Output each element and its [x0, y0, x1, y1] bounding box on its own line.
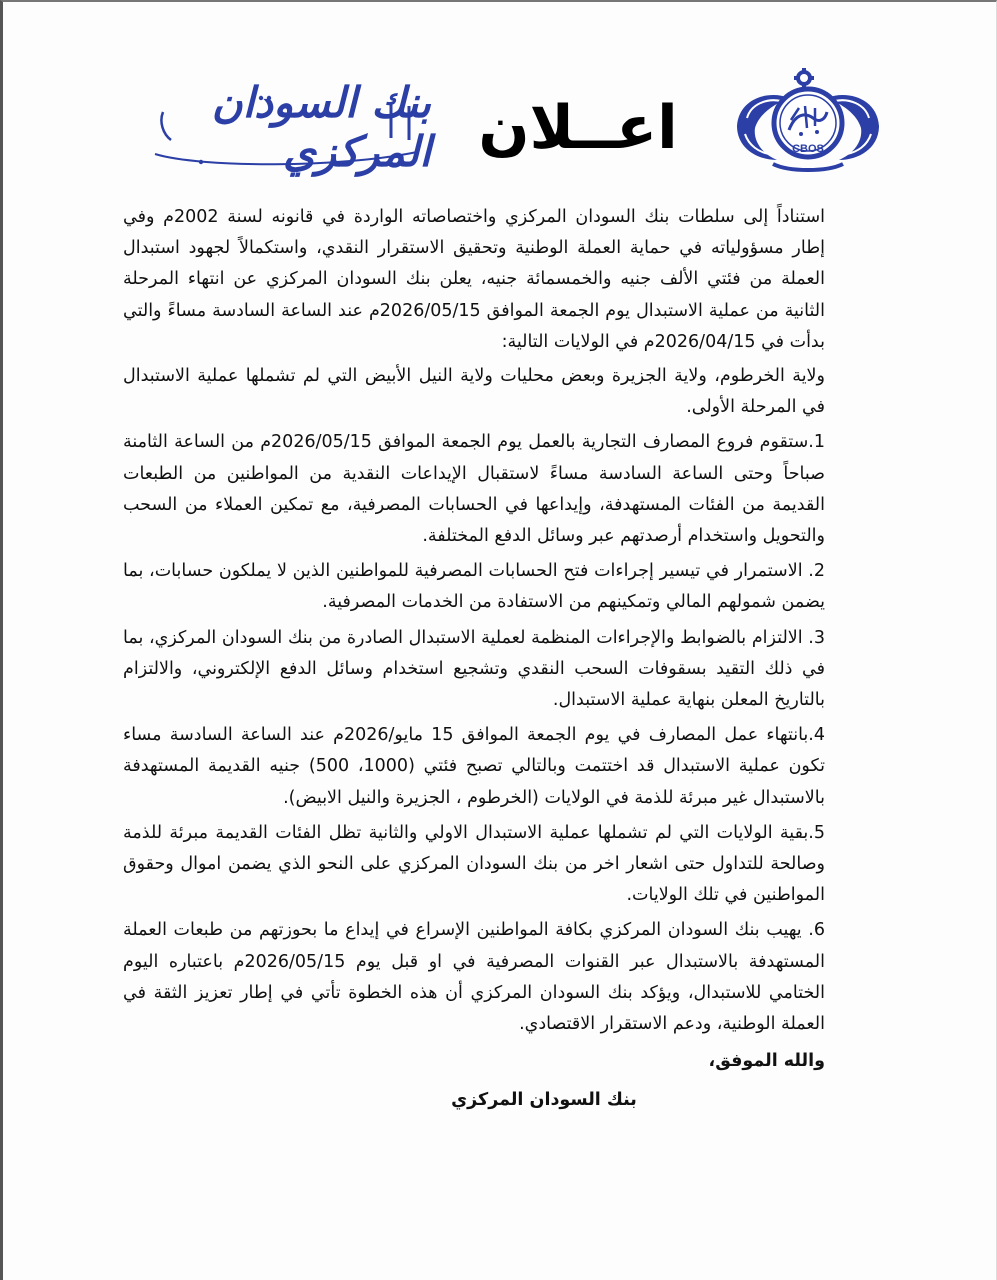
closing-phrase: والله الموفق، [708, 1051, 825, 1072]
announcement-title: اعــلان [478, 93, 678, 163]
states-paragraph: ولاية الخرطوم، ولاية الجزيرة وبعض محليات ولاية النيل الأبيض التي لم تشملها عملية الاستبدال في المرحلة الأولى. [123, 366, 825, 418]
cbos-emblem-icon [729, 68, 887, 174]
list-item: 2. الاستمرار في تيسير إجراءات فتح الحسابات المصرفية للمواطنين الذين لا يملكون حسابات، بما يضمن شمولهم المالي وتمكينهم من الاستفادة من الخدمات المصرفية. [123, 561, 825, 613]
letterhead [3, 2, 997, 202]
list-item: 4.بانتهاء عمل المصارف في يوم الجمعة الموافق 15 مايو/2026م عند الساعة السادسة مساء تكون عملية الاستبدال قد اختتمت وبالتالي تصبح فئتي (1000، 500) جنيه القديمة المستهدفة بالاستبدال غير مبرئة للذمة في الولايات (الخرطوم ، الجزيرة والنيل الابيض). [123, 725, 825, 808]
list-item: 1.ستقوم فروع المصارف التجارية بالعمل يوم الجمعة الموافق 2026/05/15م من الساعة الثامنة صباحاً وحتى الساعة السادسة مساءً لاستقبال الإيداعات النقدية من المواطنين من الطبعات القديمة من الفئات المستهدفة، وإيداعها في الحسابات المصرفية، مع تمكين العملاء من السحب والتحويل واستخدام أرصدتهم عبر وسائل الدفع المختلفة. [123, 432, 825, 547]
list-item: 6. يهيب بنك السودان المركزي بكافة المواطنين الإسراع في إيداع ما بحوزتهم من طبعات العملة المستهدفة بالاستبدال عبر القنوات المصرفية في او قبل يوم 2026/05/15م باعتباره اليوم الختامي للاستبدال، ويؤكد بنك السودان المركزي أن هذه الخطوة تأتي في إطار تعزيز الثقة في العملة الوطنية، ودعم الاستقرار الاقتصادي. [123, 920, 826, 1035]
list-item: 5.بقية الولايات التي لم تشملها عملية الاستبدال الاولي والثانية تظل الفئات القديمة مبرئة للذمة وصالحة للتداول حتى اشعار اخر من بنك السودان المركزي على النحو الذي يضمن اموال وحقوق المواطنين في تلك الولايات. [123, 822, 825, 906]
intro-paragraph: استناداً إلى سلطات بنك السودان المركزي واختصاصاته الواردة في قانونه لسنة 2002م وفي إطار مسؤولياته في حماية العملة الوطنية وتحقيق الاستقرار النقدي، واستكمالاً لجهود استبدال العملة من فئتي الألف جنيه والخمسمائة جنيه، يعلن بنك السودان المركزي عن انتهاء المرحلة الثانية من عملية الاستبدال يوم الجمعة الموافق 2026/05/15م عند الساعة السادسة مساءً والتي بدأت في 2026/04/15م في الولايات التالية: [123, 207, 825, 352]
bank-wordmark-text: بنك السودان المركزي [211, 78, 431, 176]
cbos-logo [729, 68, 887, 174]
logo-acronym: CBOS [792, 143, 824, 155]
announcement-body [123, 202, 825, 1117]
signature: بنك السودان المركزي [451, 1090, 637, 1111]
list-item: 3. الالتزام بالضوابط والإجراءات المنظمة لعملية الاستبدال الصادرة من بنك السودان المركزي، بما في ذلك التقيد بسقوفات السحب النقدي وتشجيع استخدام وسائل الدفع الإلكتروني، والالتزام بالتاريخ المعلن بنهاية عملية الاستبدال. [123, 627, 825, 711]
bank-wordmark [141, 78, 431, 176]
